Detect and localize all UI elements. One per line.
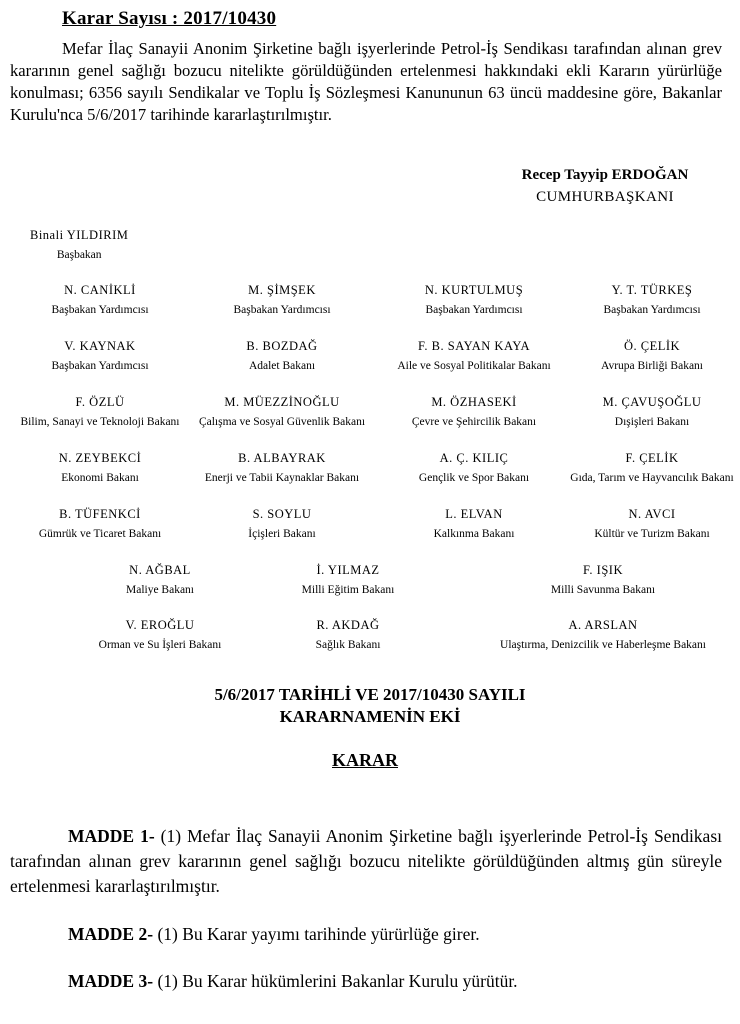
signature-minister bbox=[542, 504, 740, 544]
signatory-title: Ekonomi Bakanı bbox=[61, 472, 139, 484]
signatory-title: Başbakan Yardımcısı bbox=[425, 304, 523, 316]
signatory-title: Gıda, Tarım ve Hayvancılık Bakanı bbox=[570, 472, 734, 484]
signatory-title: Sağlık Bakanı bbox=[315, 639, 381, 651]
article-2 bbox=[10, 922, 722, 947]
article-label: MADDE 1- bbox=[68, 826, 155, 846]
signatory-title: Adalet Bakanı bbox=[248, 360, 316, 372]
signature-minister bbox=[542, 392, 740, 432]
signatory-name: A. Ç. KILIÇ bbox=[439, 451, 509, 465]
signatory-name: F. B. SAYAN KAYA bbox=[417, 339, 531, 353]
signatory-name: Binali YILDIRIM bbox=[30, 228, 129, 242]
signatory-name: Y. T. TÜRKEŞ bbox=[611, 283, 693, 297]
signatory-title: Başbakan Yardımcısı bbox=[233, 304, 331, 316]
signature-minister bbox=[542, 448, 740, 488]
signature-minister bbox=[172, 280, 392, 320]
signature-pm bbox=[30, 225, 128, 265]
signatory-name: M. ÇAVUŞOĞLU bbox=[602, 395, 702, 409]
annex-heading-line1: 5/6/2017 TARİHLİ VE 2017/10430 SAYILI bbox=[214, 685, 526, 704]
article-text: (1) Bu Karar yayımı tarihinde yürürlüğe girer. bbox=[153, 924, 480, 944]
article-label: MADDE 3- bbox=[68, 971, 154, 991]
signatory-name: R. AKDAĞ bbox=[316, 618, 380, 632]
signature-minister bbox=[50, 560, 270, 600]
signatory-title: Orman ve Su İşleri Bakanı bbox=[98, 639, 222, 651]
article-text: (1) Bu Karar hükümlerini Bakanlar Kurulu yürütür. bbox=[153, 971, 518, 991]
signatory-name: N. KURTULMUŞ bbox=[424, 283, 524, 297]
signatory-title: Kalkınma Bakanı bbox=[433, 528, 515, 540]
president-title: CUMHURBAŞKANI bbox=[536, 189, 674, 205]
article-label: MADDE 2- bbox=[68, 924, 154, 944]
article-text: (1) Mefar İlaç Sanayii Anonim Şirketine bağlı işyerlerinde Petrol-İş Sendikası tarafından alınan grev kararının genel sağlığı bozucu nitelikte görüldüğünden altmış gün süreyle ertelenmesi kararlaştırılmıştır. bbox=[10, 826, 722, 896]
signatory-title: Çevre ve Şehircilik Bakanı bbox=[411, 416, 537, 428]
signatory-title: Kültür ve Turizm Bakanı bbox=[594, 528, 710, 540]
signatory-title: Milli Eğitim Bakanı bbox=[301, 584, 395, 596]
signatory-title: Çalışma ve Sosyal Güvenlik Bakanı bbox=[198, 416, 366, 428]
signatory-title: Başbakan Yardımcısı bbox=[51, 360, 149, 372]
signatory-name: F. IŞIK bbox=[582, 563, 623, 577]
signatory-name: F. ÇELİK bbox=[625, 451, 679, 465]
annex-heading-line2: KARARNAMENİN EKİ bbox=[279, 707, 461, 726]
signatory-title: Avrupa Birliği Bakanı bbox=[601, 360, 703, 372]
signatory-name: A. ARSLAN bbox=[568, 618, 638, 632]
signature-minister bbox=[493, 560, 713, 600]
signatory-name: Ö. ÇELİK bbox=[623, 339, 681, 353]
signatory-title: Enerji ve Tabii Kaynaklar Bakanı bbox=[204, 472, 360, 484]
signatory-title: İçişleri Bakanı bbox=[248, 528, 316, 540]
signatory-name: M. ÖZHASEKİ bbox=[431, 395, 517, 409]
signature-minister bbox=[172, 448, 392, 488]
signature-minister bbox=[172, 504, 392, 544]
signatory-title: Başbakan bbox=[56, 249, 102, 261]
signature-minister bbox=[542, 280, 740, 320]
signatory-title: Ulaştırma, Denizcilik ve Haberleşme Bakanı bbox=[500, 639, 706, 651]
article-1 bbox=[10, 824, 722, 899]
signatory-name: M. ŞİMŞEK bbox=[248, 283, 316, 297]
signatory-name: B. BOZDAĞ bbox=[246, 339, 318, 353]
signatory-name: V. KAYNAK bbox=[64, 339, 136, 353]
signatory-name: N. AĞBAL bbox=[129, 563, 191, 577]
signatory-title: Başbakan Yardımcısı bbox=[51, 304, 149, 316]
signature-minister bbox=[238, 615, 458, 655]
signatory-title: Bilim, Sanayi ve Teknoloji Bakanı bbox=[20, 416, 180, 428]
president-signature bbox=[500, 165, 710, 209]
signatory-name: V. EROĞLU bbox=[125, 618, 195, 632]
signature-minister bbox=[238, 560, 458, 600]
president-name: Recep Tayyip ERDOĞAN bbox=[521, 167, 689, 183]
signatory-name: L. ELVAN bbox=[445, 507, 503, 521]
signatory-name: B. ALBAYRAK bbox=[238, 451, 326, 465]
signature-minister bbox=[493, 615, 713, 655]
decision-number: Karar Sayısı : 2017/10430 bbox=[62, 8, 277, 29]
signatory-name: B. TÜFENKCİ bbox=[59, 507, 141, 521]
signature-minister bbox=[50, 615, 270, 655]
signatory-name: M. MÜEZZİNOĞLU bbox=[224, 395, 340, 409]
signatory-name: N. AVCI bbox=[628, 507, 676, 521]
signatory-name: İ. YILMAZ bbox=[316, 563, 380, 577]
signatory-name: F. ÖZLÜ bbox=[75, 395, 125, 409]
signatory-title: Aile ve Sosyal Politikalar Bakanı bbox=[397, 360, 551, 372]
signatory-title: Maliye Bakanı bbox=[125, 584, 195, 596]
signatory-title: Gümrük ve Ticaret Bakanı bbox=[38, 528, 162, 540]
signature-minister bbox=[542, 336, 740, 376]
signature-minister bbox=[172, 336, 392, 376]
signatory-title: Gençlik ve Spor Bakanı bbox=[418, 472, 530, 484]
signatory-name: S. SOYLU bbox=[252, 507, 312, 521]
signatory-title: Dışişleri Bakanı bbox=[614, 416, 690, 428]
preamble-paragraph: Mefar İlaç Sanayii Anonim Şirketine bağlı işyerlerinde Petrol-İş Sendikası tarafından alınan grev kararının genel sağlığı bozucu nitelikte görüldüğünden ertelenmesi hakkındaki ekli Kararın yürürlüğe konulması; 6356 sayılı Sendikalar ve Toplu İş Sözleşmesi Kanununun 63 üncü maddesine göre, Bakanlar Kurulu'nca 5/6/2017 tarihinde kararlaştırılmıştır. bbox=[10, 39, 722, 124]
signatory-name: N. CANİKLİ bbox=[64, 283, 136, 297]
annex-heading bbox=[0, 684, 740, 728]
karar-heading: KARAR bbox=[332, 750, 398, 770]
signature-minister bbox=[172, 392, 392, 432]
signatory-name: N. ZEYBEKCİ bbox=[58, 451, 142, 465]
signatory-title: Başbakan Yardımcısı bbox=[603, 304, 701, 316]
signatory-title: Milli Savunma Bakanı bbox=[550, 584, 656, 596]
article-3 bbox=[10, 969, 722, 994]
